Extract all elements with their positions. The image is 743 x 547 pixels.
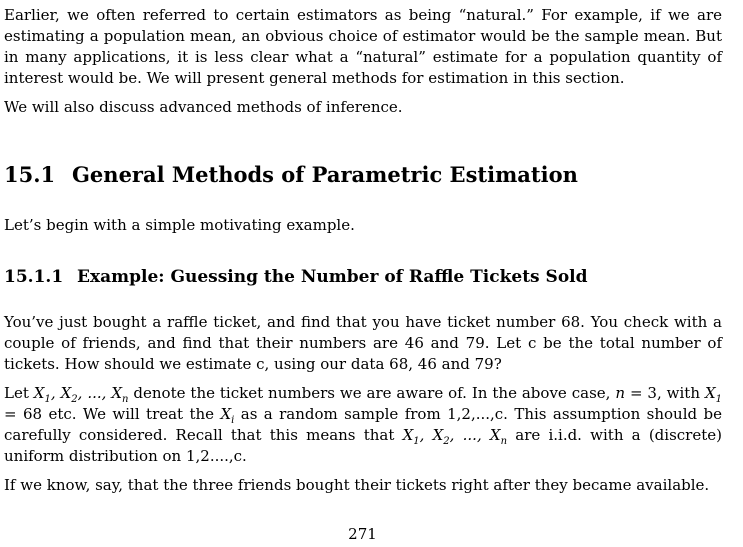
page-content bbox=[4, 5, 722, 496]
intro-paragraph-2: We will also discuss advanced methods of inference. bbox=[4, 98, 403, 116]
math-xi: $X_i$ bbox=[220, 405, 235, 426]
page-number: 271 bbox=[348, 525, 377, 543]
section-heading bbox=[4, 162, 722, 188]
example-paragraph-1: You’ve just bought a raffle ticket, and find that you have ticket number 68. You check with a couple of friends, and find that their numbers are 46 and 79. Let c be the total number of tickets. How should we estimate c, using our data 68, 46 and 79? bbox=[4, 313, 722, 373]
intro-paragraph-1: Earlier, we often referred to certain estimators as being “natural.” For example, if we are estimating a population mean, an obvious choice of estimator would be the sample mean. But in many applications, it is less clear what a “natural” estimate for a population quantity of interest would be. We will present general methods for estimation in this section. bbox=[4, 6, 722, 87]
subsection-title: Example: Guessing the Number of Raffle Tickets Sold bbox=[77, 267, 588, 287]
section-intro-paragraph: Let’s begin with a simple motivating example. bbox=[4, 216, 355, 234]
math-x1: $X_1$ bbox=[704, 384, 722, 405]
example-paragraph-2: Let $X_1$, $X_2$, ..., $X_n$ denote the ticket numbers we are aware of. In the above case, n = 3, with $X_1 = 68$ etc. We will treat the $X_i$ as a random sample from 1,2,...,c. This assumption should be carefully considered. Recall that this means that $X_1$, $X_2$, ..., $X_n$ are i.i.d. with a (discrete) uniform distribution on 1,2....,c. bbox=[4, 384, 722, 465]
example-paragraph-3: If we know, say, that the three friends bought their tickets right after they became available. bbox=[4, 476, 710, 494]
math-n: n bbox=[615, 384, 626, 402]
subsection-heading bbox=[4, 266, 722, 288]
math-x-sequence: $X_1$, $X_2$, ..., $X_n$ bbox=[33, 384, 129, 405]
section-number: 15.1 bbox=[4, 162, 56, 187]
subsection-number: 15.1.1 bbox=[4, 267, 64, 287]
math-x-sequence-2: $X_1$, $X_2$, ..., $X_n$ bbox=[402, 426, 508, 447]
section-title: General Methods of Parametric Estimation bbox=[72, 162, 578, 187]
